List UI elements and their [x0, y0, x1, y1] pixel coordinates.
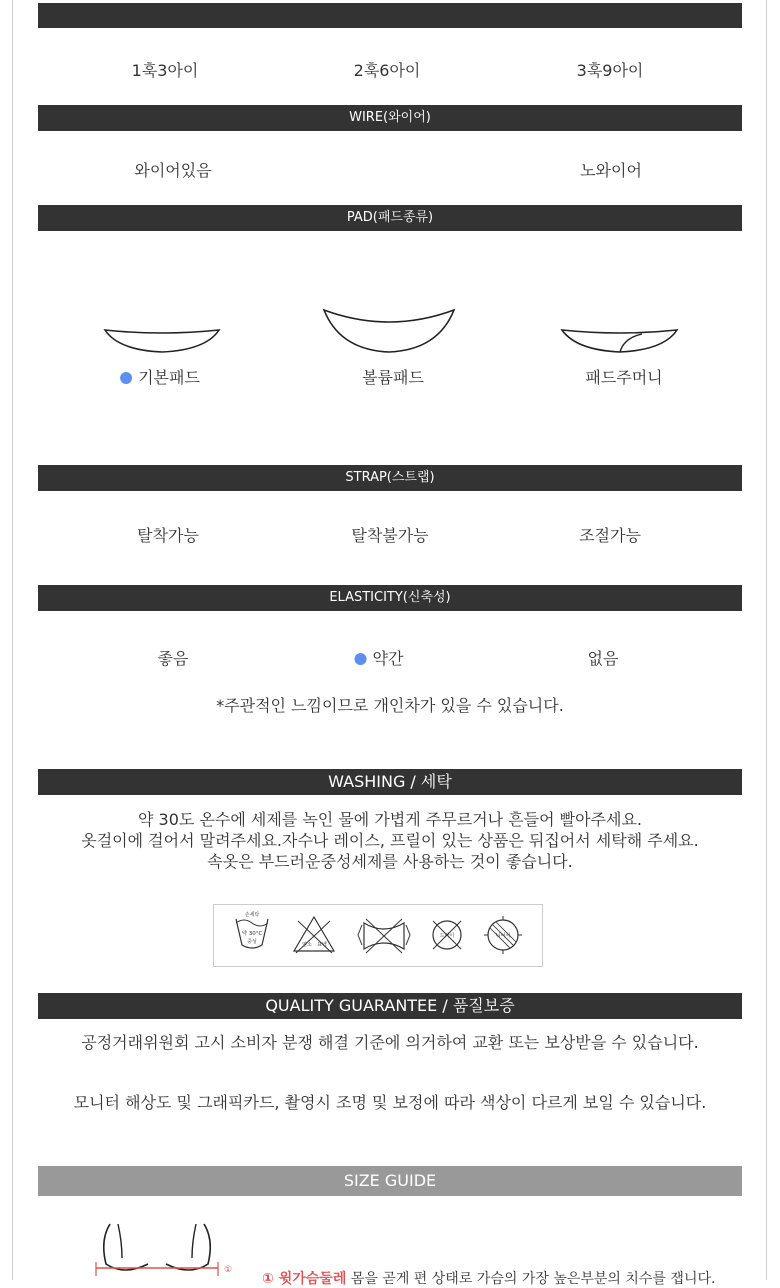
hand-wash-temp-text: 약 30°C [241, 931, 263, 937]
hook-option-2: 2훅6아이 [353, 61, 421, 80]
basic-pad-icon [100, 322, 225, 358]
washing-line-3: 속옷은 부드러운중성세제를 사용하는 것이 좋습니다. [207, 852, 573, 871]
pad-header: PAD(패드종류) [38, 205, 742, 231]
strap-option-detachable: 탈착가능 [137, 526, 199, 545]
size-guide-header: SIZE GUIDE [38, 1166, 742, 1196]
lay-flat-dry-text: 뉘어서 [495, 933, 511, 939]
washing-line-2: 옷걸이에 걸어서 말려주세요.자수나 레이스, 프릴이 있는 상품은 뒤집어서 세탁해 주세요. [81, 831, 699, 850]
elasticity-option-slight [355, 646, 404, 669]
no-wring-icon [358, 919, 410, 953]
selected-dot-icon [120, 372, 132, 384]
bra-diagram-icon [88, 1220, 238, 1280]
no-bleach-left-text: 염소 [302, 942, 312, 948]
elasticity-note: *주관적인 느낌이므로 개인차가 있을 수 있습니다. [216, 696, 564, 715]
strap-header: STRAP(스트랩) [38, 465, 742, 491]
selected-dot-icon [355, 653, 367, 665]
hand-wash-icon [236, 911, 268, 948]
strap-option-fixed: 탈착불가능 [351, 526, 429, 545]
wire-header: WIRE(와이어) [38, 105, 742, 131]
washing-header: WASHING / 세탁 [38, 769, 742, 795]
wire-option-no: 노와이어 [580, 161, 642, 180]
elasticity-option-none: 없음 [587, 649, 619, 668]
page-frame [12, 0, 767, 1280]
hook-option-1: 1훅3아이 [131, 61, 199, 80]
volume-pad-icon [320, 306, 458, 356]
quality-line-2: 모니터 해상도 및 그래픽카드, 촬영시 조명 및 보정에 따라 색상이 다르게 보일 수 있습니다. [73, 1093, 707, 1112]
pad-option-pocket: 패드주머니 [585, 368, 663, 387]
wire-option-yes: 와이어있음 [134, 161, 212, 180]
washing-line-1: 약 30도 온수에 세제를 녹인 물에 가볍게 주무르거나 흔들어 빨아주세요. [138, 810, 642, 829]
elasticity-header: ELASTICITY(신축성) [38, 585, 742, 611]
size-marker-1: ① [223, 1265, 233, 1275]
pad-option-basic-label: 기본패드 [138, 368, 200, 387]
washing-icons [214, 905, 542, 966]
no-dry-clean-icon [433, 921, 461, 949]
size-guide-item-desc: 몸을 곧게 편 상태로 가슴의 가장 높은부분의 치수를 잽니다. [350, 1271, 716, 1287]
pad-option-basic [120, 365, 200, 388]
pad-option-volume: 볼륨패드 [362, 368, 424, 387]
strap-option-adjustable: 조절가능 [579, 526, 641, 545]
hand-wash-bottom-text: 중성 [247, 939, 257, 945]
lay-flat-dry-icon [484, 916, 522, 954]
quality-line-1: 공정거래위원회 고시 소비자 분쟁 해결 기준에 의거하여 교환 또는 보상받을 수 있습니다. [81, 1033, 699, 1052]
no-bleach-icon [294, 917, 334, 953]
quality-header: QUALITY GUARANTEE / 품질보증 [38, 993, 742, 1019]
hook-option-3: 3훅9아이 [576, 61, 644, 80]
washing-icons-box [213, 904, 543, 967]
pad-pocket-icon [558, 322, 683, 358]
no-dry-clean-text: 드라이 [439, 933, 455, 939]
hand-wash-top-text: 손세탁 [244, 912, 260, 918]
elasticity-option-slight-label: 약간 [372, 649, 404, 668]
elasticity-option-good: 좋음 [157, 649, 189, 668]
size-guide-item-1 [262, 1268, 715, 1288]
hook-header-bar [38, 3, 742, 28]
size-guide-item-label: ① 윗가슴둘레 [262, 1271, 347, 1287]
no-bleach-right-text: 표백 [317, 942, 327, 948]
